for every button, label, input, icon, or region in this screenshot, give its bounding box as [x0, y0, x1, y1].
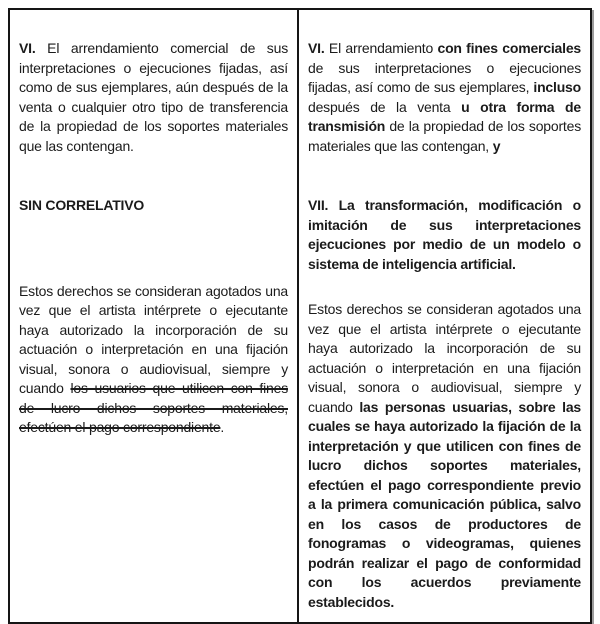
text-run: con fines comerciales [437, 40, 582, 56]
paragraph-fraction-vi-reformed [308, 39, 581, 156]
text-run: de la propiedad de los soportes materiales que las contengan, [308, 118, 581, 154]
column-reformed-text [299, 10, 590, 622]
text-run: Estos derechos se consideran agotados una vez que el artista intérprete o ejecutante haya autorizado la incorporación de su actuación o interpretación en una fijación visual, sonora o audiovisual, siempre y cuando [19, 282, 288, 396]
text-run: El arrendamiento comercial de sus interpretaciones o ejecuciones fijadas, así como de sus ejemplares, aún después de la venta o cualquier otro tipo de transferencia de la propiedad de los soportes materiales que las contengan. [19, 40, 288, 154]
text-run: y [492, 137, 501, 154]
text-run: Estos derechos se consideran agotados una vez que el artista intérprete o ejecutante haya autorizado la incorporación de su actuación o interpretación en una fijación visual, sonora o audiovisual, siempre y cuando [308, 301, 581, 415]
text-run: incluso [533, 79, 581, 95]
paragraph-exhaustion-clause-reformed [308, 300, 581, 612]
paragraph-fraction-vii-new [308, 196, 581, 274]
text-run: los usuarios que utilicen con fines de lucro dichos soportes materiales, efectúen el pago correspondiente [19, 380, 288, 435]
text-run: . [220, 419, 225, 435]
comparison-table [8, 8, 592, 624]
text-run: El arrendamiento [324, 40, 438, 56]
text-run: VII. La transformación, modificación o imitación de sus interpretaciones ejecuciones por medio de un modelo o sistema de inteligencia artificial. [308, 197, 581, 272]
text-run: u otra forma de transmisión [308, 98, 581, 134]
text-run: VI. [308, 40, 325, 56]
column-current-text [10, 10, 299, 622]
paragraph-exhaustion-clause-original [19, 282, 288, 438]
text-run: VI. [19, 40, 36, 56]
paragraph-fraction-vi-original [19, 39, 288, 156]
text-run: SIN CORRELATIVO [19, 197, 145, 213]
sin-correlativo-label [19, 196, 288, 216]
text-run: de sus interpretaciones o ejecuciones fijadas, así como de sus ejemplares, [308, 59, 581, 95]
text-run: después de la venta [308, 98, 462, 115]
text-run: las personas usuarias, sobre las cuales se haya autorizado la fijación de la interpretación y que utilicen con fines de lucro dichos soportes materiales, efectúen el pago correspondiente previo a la primera comunicación pública, salvo en los casos de productores de fonogramas o videogramas, quienes podrán realizar el pago de conformidad con los acuerdos previamente establecidos. [308, 398, 582, 610]
